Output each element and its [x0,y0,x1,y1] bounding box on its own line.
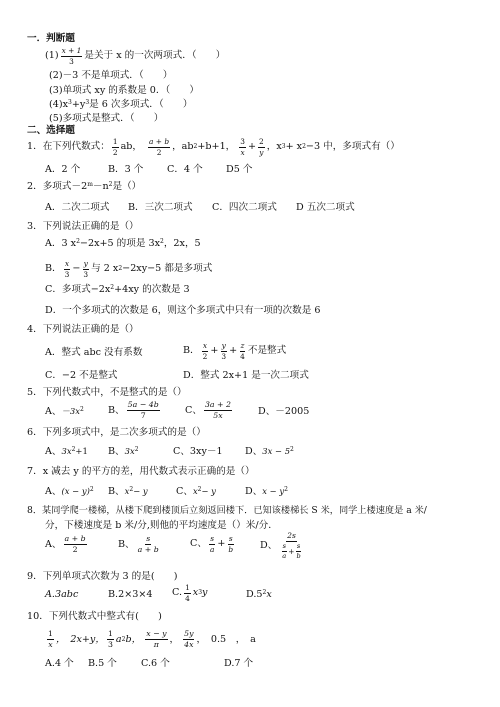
q3-option-d: D．一个多项式的次数是 6，则这个多项式中只有一项的次数是 6 [45,305,321,316]
q5-option-c: C、 $\frac{3a + 2}{5x}$ [185,400,231,421]
q6-option-b: B、$3x^2$ [108,446,139,457]
q4-option-b: B． $\frac{x}{2}$ + $\frac{y}{3}$ + $\frac{z}{4}$ 不是整式 [183,341,287,361]
q5-option-a: A、$-3x^2$ [45,406,84,417]
judge-item-1: (1) $\frac{x + 1}{3}$ 是关于 x 的一次两项式．（ ） [45,46,226,66]
q7-option-b: B、$x^2- y$ [108,486,148,497]
q5-option-d: D、－2005 [258,406,310,417]
q7-option-a: A、$(x - y)^2$ [45,486,94,497]
question-1-stem: 1．在下列代数式： $\frac{1}{2}$ ab， $\frac{a + b}{2}$ ，ab 2 +b+1， $\frac{3}{x}$ + $\frac{2}{y}$ ，x 3 + x 2 −3 中，多项式有（） [27,137,400,157]
q2-option-a: A．二次二项式 [45,202,110,213]
judge-item-2: (2)－3 不是单项式．（ ） [49,70,173,81]
question-3-stem: 3．下列说法正确的是（） [27,221,139,232]
q9-option-d: $D.5^2x$ [246,589,272,600]
question-10-stem: 10．下列代数式中整式有( ) [27,611,162,622]
q9-option-a: A.3abc [45,589,79,600]
q8-option-c: C、 $\frac{s}{a}$ + $\frac{s}{b}$ [190,534,234,554]
q2-option-c: C．四次二项式 [212,202,277,213]
q10-option-d: D.7 个 [224,658,254,669]
section-1-title: 一．判断题 [27,33,75,44]
q10-expressions: $\frac{1}{x}$ ， 2x+y， $\frac{1}{3}$ a 2 b， $\frac{x - y}{\pi}$ ， $\frac{5y}{4x}$ ， 0.5 ， a [48,629,256,650]
q5-option-b: B、 $\frac{5a - 4b}{7}$ [108,400,159,421]
question-7-stem: 7．x 减去 y 的平方的差，用代数式表示正确的是（） [27,466,255,477]
q10-option-a: A.4 个 [45,658,74,669]
q8-option-a: A、 $\frac{a + b}{2}$ [45,534,86,555]
q3-option-a: A．3 $x^2-2x+5$ 的项是 $3x^2$，2x，5 [45,238,201,249]
q4-option-d: D．整式 2x+1 是一次二项式 [183,370,309,381]
q6-option-a: A、$3x^2+1$ [45,446,88,457]
question-4-stem: 4．下列说法正确的是（） [27,324,139,335]
q4-option-a: A．整式 abc 没有系数 [45,347,143,358]
q3-option-b: B． $\frac{x}{3}$ − $\frac{y}{3}$ 与 2 x 2 −2xy−5 都是多项式 [45,259,213,279]
q9-option-c: C. $\frac{1}{4}$ x 3 y [172,583,208,603]
q1-option-b: B．3 个 [108,164,144,175]
q10-option-b: B.5 个 [88,658,117,669]
q1-option-a: A．2 个 [45,164,81,175]
q4-option-c: C．−2 不是整式 [45,370,118,381]
q8-option-b: B、 $\frac{s}{a + b}$ [118,534,159,555]
q7-option-c: C、$x^2- y$ [176,486,216,497]
fraction: $\frac{x + 1}{3}$ [61,46,82,66]
q2-option-b: B．三次二项式 [128,202,193,213]
q8-option-d: D、 2s $\frac{s}{a}$ + $\frac{s}{b}$ [260,531,301,560]
question-8-stem-line-1: 8．某同学爬一楼梯，从楼下爬到楼顶后立刻返回楼下．已知该楼梯长 S 米，同学上楼速度是 a 米/ [27,505,427,516]
question-8-stem-line-2: 分，下楼速度是 b 米/分,则他的平均速度是（）米/分． [45,520,278,531]
q6-option-c: C、3xy－1 [173,446,223,457]
question-9-stem: 9．下列单项式次数为 3 的是( ) [27,571,178,582]
judge-item-4: $(4)x^3+y^3$是 6 次多项式．（ ） [49,99,193,110]
q1-option-d: D5 个 [226,164,253,175]
q7-option-d: D、$x - y^2$ [245,486,288,497]
q2-option-d: D 五次二项式 [296,202,355,213]
q10-option-c: C.6 个 [141,658,170,669]
judge-item-3: (3)单项式 xy 的系数是 0．（ ） [49,85,199,96]
question-2-stem: 2．多项式$-2^m-n^2$是（） [27,181,142,192]
judge-item-5: (5)多项式是整式．（ ） [49,113,164,124]
q1-option-c: C．4 个 [167,164,203,175]
section-2-title: 二、选择题 [27,125,75,136]
q3-option-c: C．多项式$-2x^2+4xy$ 的次数是 3 [45,284,190,295]
question-6-stem: 6．下列多项式中，是二次多项式的是（） [27,427,206,438]
question-5-stem: 5．下列代数式中，不是整式的是（） [27,387,187,398]
q9-option-b: B.2×3×4 [108,589,153,600]
q6-option-d: D、$3x - 5^2$ [245,446,294,457]
